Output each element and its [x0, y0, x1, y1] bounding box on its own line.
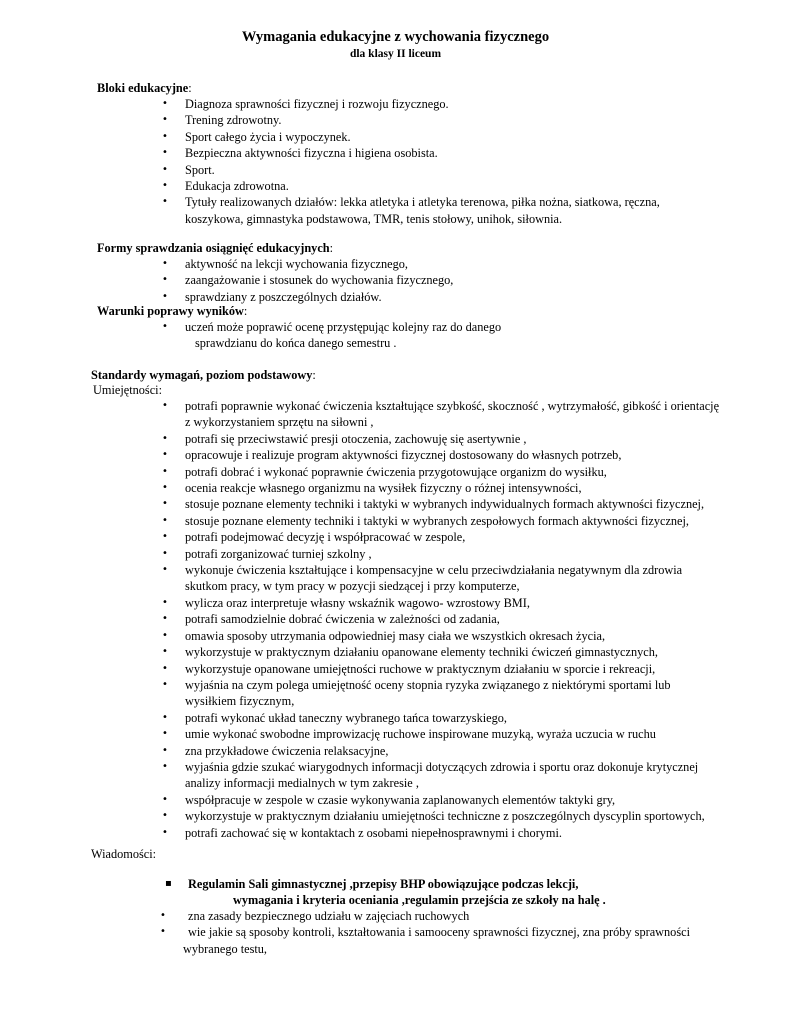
list-item: • wykorzystuje opanowane umiejętności ruchowe w praktycznym działaniu w sporcie i rekreacji,: [185, 661, 775, 677]
list-item: • potrafi samodzielnie dobrać ćwiczenia w zależności od zadania,: [185, 611, 775, 627]
list-item: • wykorzystuje w praktycznym działaniu umiejętności techniczne z poszczególnych dyscyplin sportowych,: [185, 808, 775, 824]
list-item: • aktywność na lekcji wychowania fizycznego,: [185, 256, 745, 272]
umiejetnosci-label: Umiejętności:: [93, 383, 162, 397]
list-item: • wykorzystuje w praktycznym działaniu opanowane elementy techniki ćwiczeń gimnastycznych,: [185, 644, 775, 660]
section-heading-warunki: Warunki poprawy wyników:: [97, 304, 248, 318]
list-item: ▪ Regulamin Sali gimnastycznej ,przepisy BHP obowiązujące podczas lekcji, wymagania i kryteria oceniania ,regulamin przejścia ze szkoły na halę .: [188, 876, 748, 909]
list-item: • umie wykonać swobodne improwizację ruchowe inspirowane muzyką, wyraża uczucia w ruchu: [185, 726, 775, 742]
list-item: • omawia sposoby utrzymania odpowiedniej masy ciała we wszystkich okresach życia,: [185, 628, 775, 644]
list-item: • potrafi dobrać i wykonać poprawnie ćwiczenia przygotowujące organizm do wysiłku,: [185, 464, 775, 480]
formy-list: [185, 256, 745, 305]
list-item: • wykonuje ćwiczenia kształtujące i kompensacyjne w celu przeciwdziałania negatywnym dla zdrowia skutkom pracy, w tym pracy w pozycji siedzącej i przy komputerze,: [185, 562, 775, 595]
list-item: • sprawdziany z poszczególnych działów.: [185, 289, 745, 305]
list-item: • stosuje poznane elementy techniki i taktyki w wybranych zespołowych formach aktywności fizycznej,: [185, 513, 775, 529]
list-item: • potrafi zachować się w kontaktach z osobami niepełnosprawnymi i chorymi.: [185, 825, 775, 841]
list-item: • uczeń może poprawić ocenę przystępując kolejny raz do danego sprawdzianu do końca danego semestru .: [185, 319, 745, 352]
list-item: • Trening zdrowotny.: [185, 112, 765, 128]
list-item: • Sport całego życia i wypoczynek.: [185, 129, 765, 145]
page-subtitle: dla klasy II liceum: [349, 48, 442, 60]
umiejetnosci-list: [185, 398, 775, 841]
list-item: • stosuje poznane elementy techniki i taktyki w wybranych indywidualnych formach aktywności fizycznej,: [185, 496, 775, 512]
list-item: • Bezpieczna aktywności fizyczna i higiena osobista.: [185, 145, 765, 161]
list-item: • Diagnoza sprawności fizycznej i rozwoju fizycznego.: [185, 96, 765, 112]
list-item: • wyjaśnia gdzie szukać wiarygodnych informacji dotyczących zdrowia i sportu oraz dokonuje krytycznej analizy informacji medialnych w tym zakresie ,: [185, 759, 775, 792]
list-item: • potrafi podejmować decyzję i współpracować w zespole,: [185, 529, 775, 545]
list-item: • opracowuje i realizuje program aktywności fizycznej dostosowany do własnych potrzeb,: [185, 447, 775, 463]
list-item: • Tytuły realizowanych działów: lekka atletyka i atletyka terenowa, piłka nożna, siatkowa, ręczna, koszykowa, gimnastyka podstawowa, TMR, tenis stołowy, unihok, siłownia.: [185, 194, 765, 227]
wiadomosci-list: [183, 908, 773, 957]
wiadomosci-label: Wiadomości:: [91, 847, 157, 861]
list-item: • potrafi się przeciwstawić presji otoczenia, zachowuję się asertywnie ,: [185, 431, 775, 447]
list-item: • potrafi wykonać układ taneczny wybranego tańca towarzyskiego,: [185, 710, 775, 726]
list-item: • wylicza oraz interpretuje własny wskaźnik wagowo- wzrostowy BMI,: [185, 595, 775, 611]
list-item: • ocenia reakcje własnego organizmu na wysiłek fizyczny o różnej intensywności,: [185, 480, 775, 496]
bloki-list: [185, 96, 765, 227]
list-item: • współpracuje w zespole w czasie wykonywania zaplanowanych elementów taktyki gry,: [185, 792, 775, 808]
page-title: Wymagania edukacyjne z wychowania fizycznego: [241, 29, 550, 45]
list-item: • Edukacja zdrowotna.: [185, 178, 765, 194]
list-item: • wyjaśnia na czym polega umiejętność oceny stopnia ryzyka związanego z niektórymi sportami lub wysiłkiem fizycznym,: [185, 677, 775, 710]
wiadomosci-bold-list: [188, 876, 748, 909]
section-heading-standardy: Standardy wymagań, poziom podstawowy:: [91, 368, 316, 382]
list-item: • zna zasady bezpiecznego udziału w zajęciach ruchowych: [183, 908, 773, 924]
list-item: • zaangażowanie i stosunek do wychowania fizycznego,: [185, 272, 745, 288]
section-heading-formy: Formy sprawdzania osiągnięć edukacyjnych:: [97, 241, 334, 255]
section-heading-bloki: Bloki edukacyjne:: [97, 81, 192, 95]
list-item: • wie jakie są sposoby kontroli, kształtowania i samooceny sprawności fizycznej, zna próby sprawności wybranego testu,: [183, 924, 773, 957]
warunki-list: [185, 319, 745, 352]
list-item: • zna przykładowe ćwiczenia relaksacyjne,: [185, 743, 775, 759]
list-item: • potrafi zorganizować turniej szkolny ,: [185, 546, 775, 562]
list-item: • Sport.: [185, 162, 765, 178]
list-item: • potrafi poprawnie wykonać ćwiczenia kształtujące szybkość, skoczność , wytrzymałość, gibkość i orientację z wykorzystaniem sprzętu na siłowni ,: [185, 398, 775, 431]
